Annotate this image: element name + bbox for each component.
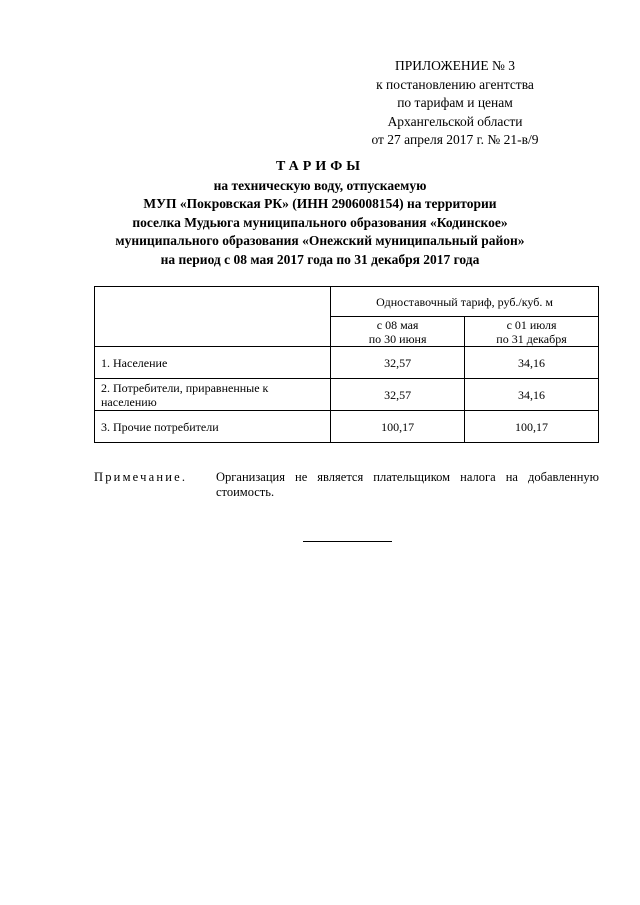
title-main: ТАРИФЫ [276,159,364,174]
footnote-text: Организация не является плательщиком налога на добавленную стоимость. [216,470,599,499]
tariff-header: Одноставочный тариф, руб./куб. м [331,287,599,317]
period-1 [331,317,465,347]
appendix-header [330,57,580,150]
title-line-2: МУП «Покровская РК» (ИНН 2906008154) на территории [143,196,497,211]
appendix-ref-line-3: Архангельской области [387,113,523,129]
appendix-number: ПРИЛОЖЕНИЕ № 3 [394,58,516,73]
table-row [95,347,599,379]
appendix-ref-line-1: к постановлению агентства [376,76,534,92]
footnote-label: Примечание. [94,470,188,484]
row-value: 100,17 [465,411,599,443]
tariff-table [94,286,599,443]
period-2 [465,317,599,347]
period-1-start: с 08 мая [376,317,419,332]
row-value: 32,57 [331,347,465,379]
period-1-end: по 30 июня [368,331,427,346]
table-corner-cell [95,287,331,347]
title-line-4: муниципального образования «Онежский муниципальный район» [115,233,525,248]
document-title [60,158,580,269]
table-header-row [95,287,599,317]
row-label: 1. Население [95,347,331,379]
row-value: 32,57 [331,379,465,411]
row-value: 34,16 [465,379,599,411]
period-2-end: по 31 декабря [496,331,567,346]
closing-divider [303,541,392,542]
appendix-ref-date: от 27 апреля 2017 г. № 21-в/9 [371,132,539,147]
row-value: 100,17 [331,411,465,443]
row-label: 2. Потребители, приравненные к населению [95,379,331,411]
table-row [95,379,599,411]
appendix-ref-line-2: по тарифам и ценам [397,95,513,110]
title-line-3: поселка Мудьюга муниципального образования «Кодинское» [132,214,508,230]
title-line-1: на техническую воду, отпускаемую [213,177,427,193]
row-label: 3. Прочие потребители [95,411,331,443]
row-value: 34,16 [465,347,599,379]
table-row [95,411,599,443]
period-2-start: с 01 июля [506,317,557,332]
title-line-5: на период с 08 мая 2017 года по 31 декабря 2017 года [160,251,480,267]
